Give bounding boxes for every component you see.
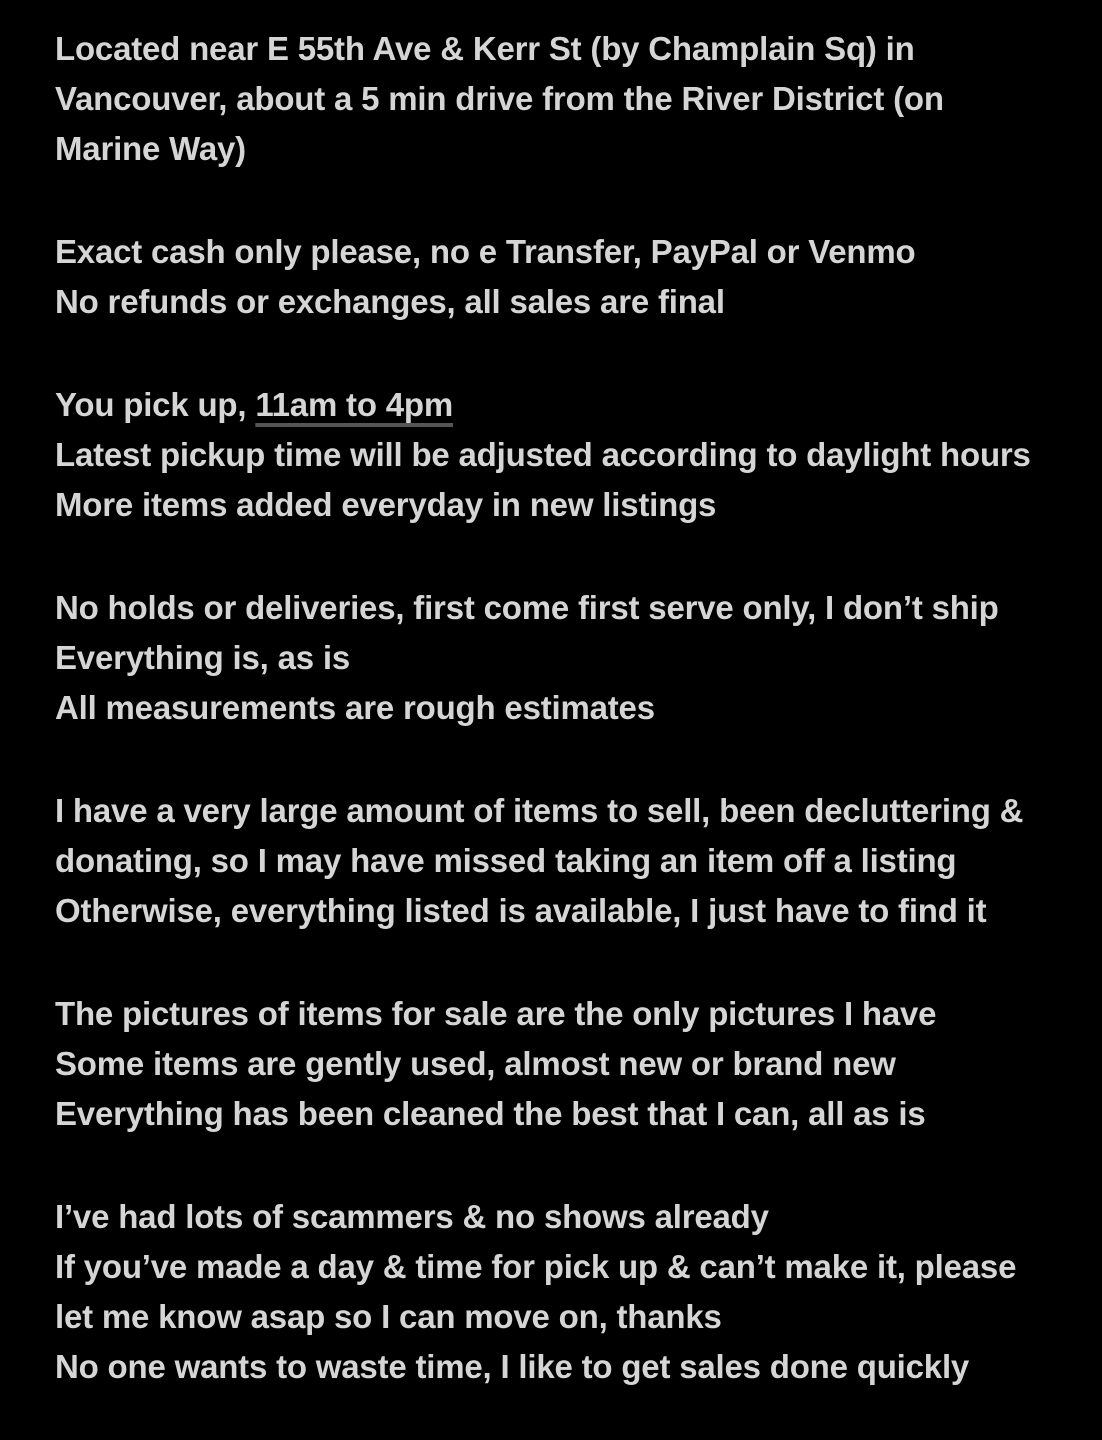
pickup-time-link[interactable]: 11am to 4pm	[255, 386, 454, 423]
paragraph-condition	[55, 989, 1072, 1139]
text-line: I’ve had lots of scammers & no shows already	[55, 1198, 769, 1235]
text-line: Marine Way)	[55, 130, 246, 167]
text-line: More items added everyday in new listings	[55, 486, 717, 523]
paragraph-payment	[55, 227, 1072, 327]
text-line: The pictures of items for sale are the only pictures I have	[55, 995, 937, 1032]
paragraph-no-holds	[55, 583, 1072, 733]
text-line: I have a very large amount of items to sell, been decluttering &	[55, 792, 1024, 829]
text-line: All measurements are rough estimates	[55, 689, 655, 726]
text-line: No refunds or exchanges, all sales are final	[55, 283, 725, 320]
text-line: Some items are gently used, almost new or brand new	[55, 1045, 896, 1082]
text-line: No holds or deliveries, first come first serve only, I don’t ship	[55, 589, 999, 626]
text-line: Everything is, as is	[55, 639, 350, 676]
paragraph-pickup	[55, 380, 1072, 530]
text-line: Vancouver, about a 5 min drive from the River District (on	[55, 80, 944, 117]
text-line: Otherwise, everything listed is available, I just have to find it	[55, 892, 987, 929]
text-line: donating, so I may have missed taking an item off a listing	[55, 842, 957, 879]
text-line: Exact cash only please, no e Transfer, PayPal or Venmo	[55, 233, 916, 270]
text-line: No one wants to waste time, I like to get sales done quickly	[55, 1348, 970, 1385]
paragraph-scammers	[55, 1192, 1072, 1392]
text-line: Latest pickup time will be adjusted according to daylight hours	[55, 436, 1031, 473]
pickup-line-prefix: You pick up,	[55, 386, 256, 423]
text-line: let me know asap so I can move on, thanks	[55, 1298, 722, 1335]
text-line	[55, 380, 1072, 430]
text-line: Located near E 55th Ave & Kerr St (by Champlain Sq) in	[55, 30, 915, 67]
text-line: Everything has been cleaned the best that I can, all as is	[55, 1095, 926, 1132]
text-line: If you’ve made a day & time for pick up & can’t make it, please	[55, 1248, 1017, 1285]
paragraph-location	[55, 24, 1072, 174]
paragraph-decluttering	[55, 786, 1072, 936]
